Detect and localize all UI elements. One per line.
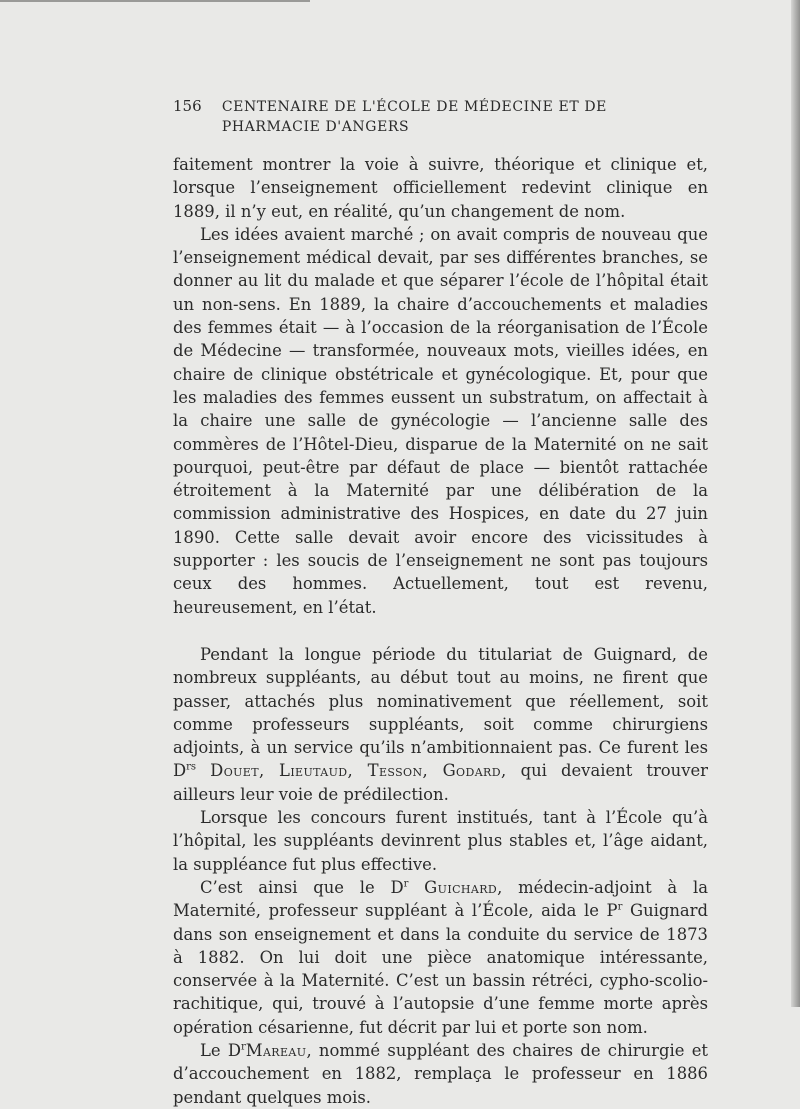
page-header — [173, 96, 708, 137]
superscript-drs: rs — [186, 761, 197, 773]
paragraph-3-text-b: qui devaient trouver ailleurs leur voie de prédilection. — [173, 761, 709, 804]
paragraph-1: faitement montrer la voie à suivre, théorique et clinique et, lorsque l’enseignement officiellement redevint clinique en 1889, il n’y eut, en réalité, qu’un changement de nom. — [173, 155, 708, 221]
paragraph-6-text-b: , nommé suppléant des chaires de chirurgie et d’accouchement en 1882, remplaça le professeur en 1886 pendant quelques mois. — [173, 1040, 708, 1107]
paragraph-3 — [173, 643, 708, 806]
page-number: 156 — [173, 97, 202, 115]
running-head: CENTENAIRE DE L'ÉCOLE DE MÉDECINE ET DE PHARMACIE D'ANGERS — [221, 99, 607, 135]
paragraph-4: Lorsque les concours furent institués, tant à l’École qu’à l’hôpital, les suppléants devinrent plus stables et, l’âge aidant, la suppléance fut plus effective. — [173, 808, 708, 874]
top-edge-rule — [0, 0, 310, 2]
paragraph-3-text-a: Pendant la longue période du titulariat de Guignard, de nombreux suppléants, au début tout au moins, ne firent que passer, attachés plus nominativement que réellement, soit comme professeurs suppléants, soit comme chirurgiens adjoints, à un service qu’ils n’ambitionnaient pas. Ce furent les D — [173, 644, 708, 781]
paragraph-6-text-a: Le D — [200, 1040, 241, 1060]
paragraph-5 — [173, 876, 708, 1039]
superscript-dr: r — [403, 878, 409, 890]
page-edge-shadow — [791, 0, 800, 1007]
superscript-pr: r — [617, 901, 623, 913]
paragraph-5-text-b: , médecin-adjoint à la Maternité, professeur suppléant à l’École, aida le P — [173, 877, 708, 921]
name-guichard: Guichard — [424, 877, 498, 897]
paragraph-5-text-a: C’est ainsi que le D — [200, 877, 404, 897]
name-mareau: Mareau — [245, 1040, 307, 1060]
superscript-dr-mareau: r — [241, 1041, 246, 1053]
names-smallcaps: Douet, Lieutaud, Tesson, Godard, — [210, 761, 507, 781]
body-text — [173, 153, 708, 1109]
paragraph-6 — [173, 1039, 708, 1109]
book-page — [173, 96, 708, 1109]
paragraph-2: Les idées avaient marché ; on avait compris de nouveau que l’enseignement médical devait, par ses différentes branches, se donner au lit du malade et que séparer l’école de l’hôpital était un non-sens. En 1889, la chaire d’accouchements et maladies des femmes était — à l’occasion de la réorganisation de l’École de Médecine — transformée, nouveaux mots, vieilles idées, en chaire de clinique obstétricale et gynécologique. Et, pour que les maladies des femmes eussent un substratum, on affectait à la chaire une salle de gynécologie — l’ancienne salle des commères de l’Hôtel-Dieu, disparue de la Maternité on ne sait pourquoi, peut-être par défaut de place — bientôt rattachée étroitement à la Maternité par une délibération de la commission administrative des Hospices, en date du 27 juin 1890. Cette salle devait avoir encore des vicissitudes à supporter : les soucis de l’enseignement ne sont pas toujours ceux des hommes. Actuellement, tout est revenu, heureusement, en l’état. — [173, 224, 708, 617]
paragraph-5-text-c: Guignard dans son enseignement et dans la conduite du service de 1873 à 1882. On lui doit une pièce anatomique intéressante, conservée à la Maternité. C’est un bassin rétréci, cypho-scolio-rachitique, qui, trouvé à l’autopsie d’une femme morte après opération césarienne, fut décrit par lui et porte son nom. — [173, 901, 709, 1037]
